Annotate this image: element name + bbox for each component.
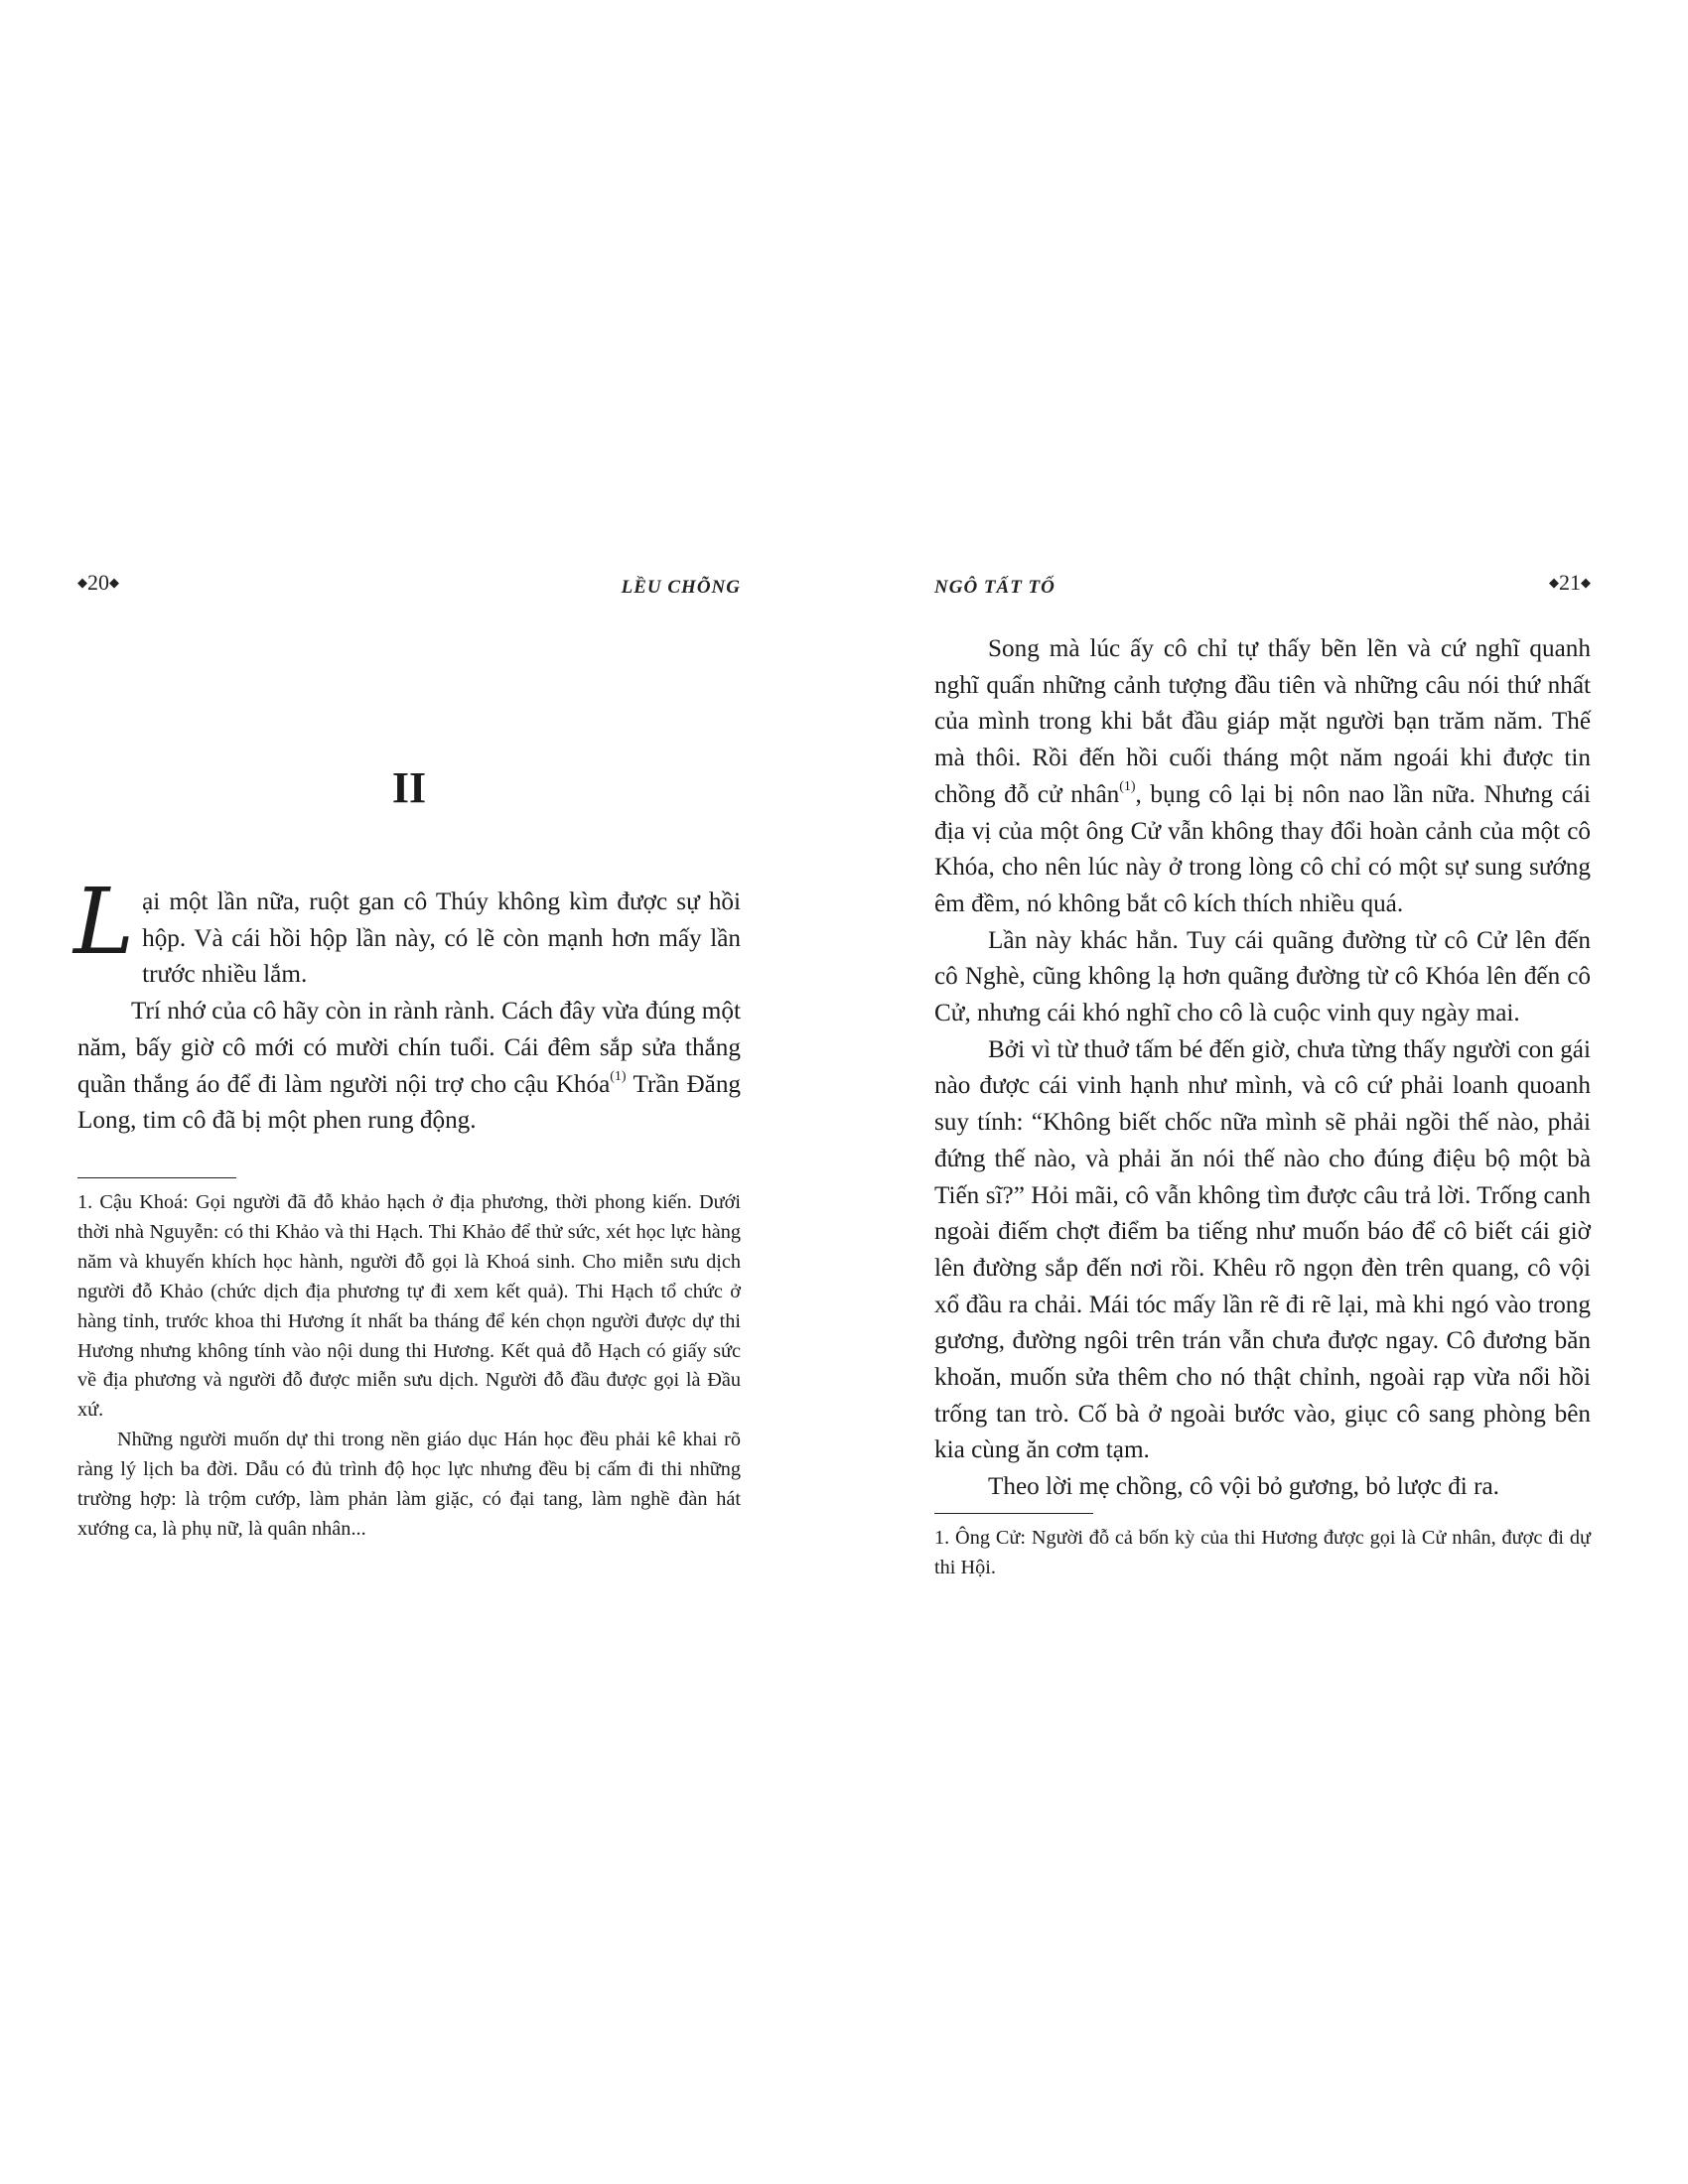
paragraph-text: Trần Đăng Long, tim cô đã bị một phen rung động. — [77, 1070, 742, 1135]
drop-cap: L — [73, 869, 135, 975]
footnote-continuation: Những người muốn dự thi trong nền giáo dục Hán học đều phải kê khai rõ ràng lý lịch ba đời. Dẫu có đủ trình độ học lực nhưng đều bị cấm đi thi những trường hợp: là trộm cướp, làm phản làm giặc, có đại tang, làm nghề đàn hát xướng ca, là phụ nữ, là quân nhân... — [77, 1429, 741, 1540]
footnote: 1. Cậu Khoá: Gọi người đã đỗ khảo hạch ở địa phương, thời phong kiến. Dưới thời nhà Nguyễn: có thi Khảo và thi Hạch. Thi Khảo để thử sức, xét học lực hàng năm và khuyến khích học hành, người đỗ gọi là Khoá sinh. Cho miễn sưu dịch người đỗ Khảo (chức dịch địa phương tự đi xem kết quả). Thi Hạch tổ chức ở hàng tỉnh, trước khoa thi Hương ít nhất ba tháng để kén chọn người được dự thi Hương nhưng không tính vào nội dung thi Hương. Kết quả đỗ Hạch có giấy sức về địa phương và người đỗ được miễn sưu dịch. Người đỗ đầu được gọi là Đầu xứ. — [77, 1191, 741, 1422]
paragraph: Bởi vì từ thuở tấm bé đến giờ, chưa từng thấy người con gái nào được cái vinh hạnh như mình, và cô cứ phải loanh quoanh suy tính: “Không biết chốc nữa mình sẽ phải ngồi thế nào, phải đứng thế nào, và phải ăn nói thế nào cho đúng điệu bộ một bà Tiến sĩ?” Hỏi mãi, cô vẫn không tìm được câu trả lời. Trống canh ngoài điếm chợt điểm ba tiếng như muốn báo để cô biết cái giờ lên đường sắp đến nơi rồi. Khêu rõ ngọn đèn trên quang, cô vội xổ đầu ra chải. Mái tóc mấy lần rẽ đi rẽ lại, mà khi ngó vào trong gương, đường ngôi trên trán vẫn chưa được ngay. Cô đương băn khoăn, muốn sửa thêm cho nó thật chỉnh, ngoài rạp vừa nổi hồi trống tan trò. Cố bà ở ngoài bước vào, giục cô sang phòng bên kia cùng ăn cơm tạm. — [934, 1035, 1591, 1464]
running-head-book-title: LỀU CHÕNG — [621, 577, 741, 598]
page-number-right — [1549, 570, 1591, 596]
footnotes-right — [934, 1524, 1591, 1583]
paragraph-text: Trí nhớ của cô hãy còn in rành rành. Cách đây vừa đúng một năm, bấy giờ cô mới có mười chín tuổi. Cái đêm sắp sửa thắng quần thắng áo để đi làm người nội trợ cho cậu Khóa — [77, 998, 741, 1098]
paragraph — [77, 994, 741, 1140]
body-text-left — [73, 869, 742, 1140]
paragraph — [934, 631, 1591, 923]
running-head-author: NGÔ TẤT TỐ — [934, 577, 1055, 598]
body-text-right — [934, 631, 1591, 1506]
paragraph-text: , bụng cô lại bị nôn nao lần nữa. Nhưng cái địa vị của một ông Cử vẫn không thay đổi hoàn cảnh của một cô Khóa, cho nên lúc này ở trong lòng cô chỉ có một sự sung sướng êm đềm, nó không bắt cô kích thích nhiều quá. — [934, 780, 1591, 917]
paragraph-text: ại một lần nữa, ruột gan cô Thúy không kìm được sự hồi hộp. Và cái hồi hộp lần này, có lẽ còn mạnh hơn mấy lần trước nhiều lắm. — [142, 888, 741, 989]
page-number-left — [77, 570, 119, 596]
chapter-number: II — [391, 763, 427, 812]
footnotes-left — [77, 1188, 741, 1545]
paragraph: Lần này khác hẳn. Tuy cái quãng đường từ cô Cử lên đến cô Nghè, cũng không lạ hơn quãng đường từ cô Khóa lên đến cô Cử, nhưng cái khó nghĩ cho cô là cuộc vinh quy ngày mai. — [934, 926, 1591, 1027]
page-number-text: 20 — [87, 570, 109, 595]
diamond-ornament-icon: ◆ — [1581, 575, 1591, 590]
left-page — [73, 0, 742, 2184]
diamond-ornament-icon: ◆ — [109, 575, 119, 590]
paragraph — [73, 869, 741, 994]
right-page — [934, 0, 1591, 2184]
footnote-reference: (1) — [1119, 779, 1136, 795]
footnote-divider — [934, 1513, 1093, 1514]
page-number-text: 21 — [1559, 570, 1581, 595]
footnote-reference: (1) — [610, 1069, 627, 1085]
paragraph-text: Song mà lúc ấy cô chỉ tự thấy bẽn lẽn và cứ nghĩ quanh nghĩ quẩn những cảnh tượng đầu tiên và những câu nói thứ nhất của mình trong khi bắt đầu giáp mặt người bạn trăm năm. Thế mà thôi. Rồi đến hồi cuối tháng một năm ngoái khi được tin chồng đỗ cử nhân — [934, 635, 1591, 808]
diamond-ornament-icon: ◆ — [77, 575, 87, 590]
footnote: 1. Ông Cử: Người đỗ cả bốn kỳ của thi Hương được gọi là Cử nhân, được đi dự thi Hội. — [934, 1527, 1591, 1578]
diamond-ornament-icon: ◆ — [1549, 575, 1559, 590]
footnote-divider — [77, 1177, 236, 1178]
paragraph: Theo lời mẹ chồng, cô vội bỏ gương, bỏ lược đi ra. — [988, 1473, 1499, 1501]
